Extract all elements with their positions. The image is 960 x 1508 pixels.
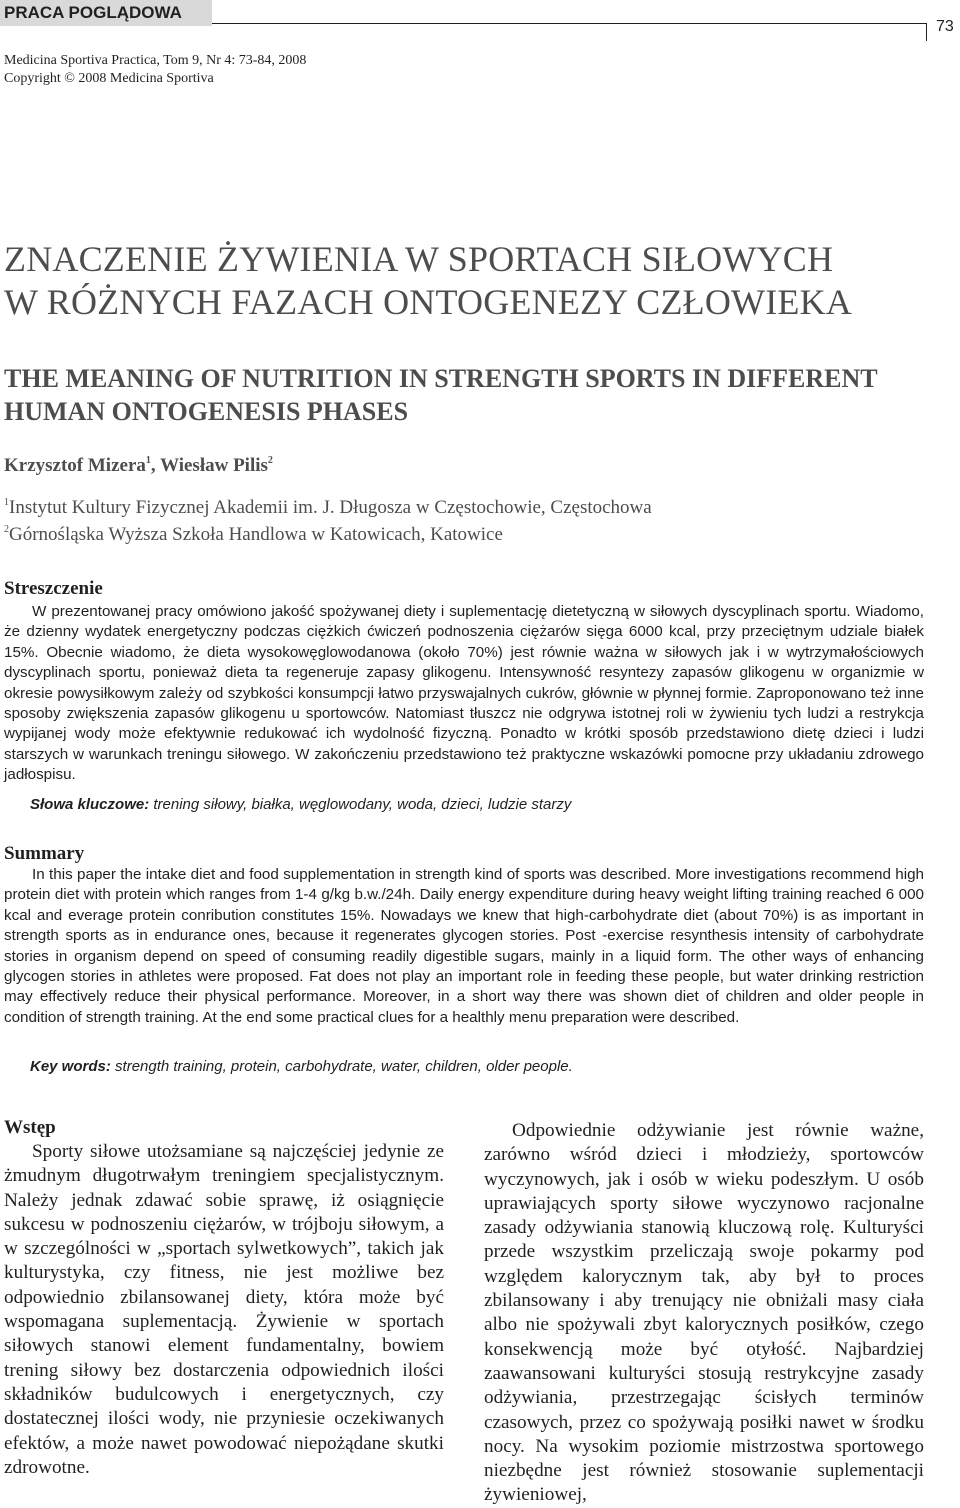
authors bbox=[4, 455, 273, 477]
streszczenie-text: W prezentowanej pracy omówiono jakość spożywanej diety i suplementację dietetyczną w siłowych dyscyplinach sportu. Wiadomo, że dzienny wydatek energetyczny podczas ciężkich ćwiczeń podnoszenia ciężarów sięga 6000 kcal, przy przeciętnym udziale białek 15%. Obecnie wiadomo, że dieta wysokowęglowodanowa (około 70%) jest równie ważna w siłowych jak i w wytrzymałościowych dyscyplinach sportu, ponieważ dieta ta regeneruje zapasy glikogenu. Intensywność resyntezy zapasów glikogenu w organizmie w okresie powysiłkowym zależy od szybkości konsumpcji łatwo przyswajalnych cukrów, głównie w płynnej formie. Zaproponowano też inne sposoby zwiększenia zapasów glikogenu u sportowców. Natomiast tłuszcz nie odgrywa istotnej roli w żywieniu tych ludzi a restrykcja wypijanej wody może efektywnie redukować ich wydolność fizyczną. Ponadto w krótki sposób przedstawiono dietę dzieci i ludzi starszych w warunkach treningu siłowego. W zakończeniu przedstawiono też praktyczne wskazówki pomocne przy układaniu zdrowego jadłospisu. bbox=[4, 603, 924, 784]
streszczenie-heading: Streszczenie bbox=[4, 578, 103, 599]
affiliation-1 bbox=[4, 497, 652, 519]
header-tick bbox=[926, 23, 927, 41]
page-number: 73 bbox=[936, 18, 954, 35]
title-polish-line-1: ZNACZENIE ŻYWIENIA W SPORTACH SIŁOWYCH bbox=[4, 239, 834, 279]
author-name: Krzysztof Mizera bbox=[4, 455, 146, 476]
affiliation-marker: 1 bbox=[145, 455, 151, 466]
body-left-column bbox=[4, 1140, 444, 1480]
wstep-heading: Wstęp bbox=[4, 1117, 56, 1138]
summary-text: In this paper the intake diet and food supplementation in strength kind of sports was described. More investigations recommend high protein diet with protein which ranges from 1-4 g/kg b.w./24h. Daily energy expenditure during heavy weight lifting training reached 6 000 kcal and everage protein conribution constitutes 15%. Nowadays we knew that high-carbohydrate diet (about 70%) is as important in strength sports as in endurance ones, because it regenerates glycogen stories. Post -exercise resynthesis intensity of carbohydrate stories in organism depend on speed of consuming readily digestible sugars, mainly in a liquid form. The other ways of enhancing glycogen stories in athletes were proposed. Fat does not play an important role in feeding these people, but water drinking restriction may effectively reduce their physical performance. Moreover, in a short way there was shown diet of children and older people in condition of strength training. At the end some practical clues for a healthly menu preparation were described. bbox=[4, 866, 924, 1026]
body-paragraph: Sporty siłowe utożsamiane są najczęściej jedynie ze żmudnym długotrwałym treningiem specjalistycznym. Należy jednak zdawać sobie sprawę, iż osiągnięcie sukcesu w podnoszeniu ciężarów, w trójboju siłowym, a w szczególności w „sportach sylwetkowych”, takich jak kulturystyka, czy fitness, nie jest możliwe bez odpowiednio zbilansowanej diety, która może być wspomagana suplementacją. Żywienie w sportach siłowych stanowi element fundamentalny, bowiem trening siłowy bez dostarczenia odpowiednich ilości składników budulcowych i energetycznych, czy dostatecznej ilości wody, nie przyniesie oczekiwanych efektów, a może nawet powodować niepożądane skutki zdrowotne. bbox=[4, 1141, 444, 1478]
affiliation-text: Instytut Kultury Fizycznej Akademii im. J. Długosza w Częstochowie, Częstochowa bbox=[9, 497, 652, 518]
english-keywords bbox=[30, 1058, 573, 1075]
keywords-label: Słowa kluczowe: bbox=[30, 796, 150, 813]
title-english-line-1: THE MEANING OF NUTRITION IN STRENGTH SPORTS IN DIFFERENT bbox=[4, 364, 878, 393]
body-right-column bbox=[484, 1119, 924, 1508]
title-english-line-2: HUMAN ONTOGENESIS PHASES bbox=[4, 397, 409, 426]
affiliation-marker: 2 bbox=[267, 455, 273, 466]
summary-heading: Summary bbox=[4, 843, 85, 864]
affiliation-2 bbox=[4, 524, 503, 546]
affiliation-text: Górnośląska Wyższa Szkoła Handlowa w Katowicach, Katowice bbox=[9, 524, 503, 545]
body-paragraph: Odpowiednie odżywianie jest równie ważne, zarówno wśród dzieci i młodzieży, sportowców wyczynowych, jak i osób w wieku podeszłym. U osób uprawiających sporty siłowe wyczynowo racjonalne zasady odżywiania stanowią kluczową rolę. Kulturyści przede wszystkim przeliczają swoje pokarmy pod względem kalorycznym tak, aby był to proces zbilansowany i aby trenujący nie obniżali masy ciała albo nie spożywali zbyt kalorycznych posiłków, czego konsekwencją może być otyłość. Najbardziej zaawansowani kulturyści stosują restrykcyjne zasady odżywiania, przestrzegając ścisłych terminów czasowych, przez co spożywają posiłki nawet w środku nocy. Na wysokim poziomie mistrzostwa sportowego niezbędne jest również stosowanie suplementacji żywieniowej, bbox=[484, 1120, 924, 1506]
copyright-line: Copyright © 2008 Medicina Sportiva bbox=[4, 71, 214, 86]
keywords-list: strength training, protein, carbohydrate, water, children, older people. bbox=[110, 1058, 573, 1075]
author-separator: , bbox=[150, 455, 161, 476]
title-polish-line-2: W RÓŻNYCH FAZACH ONTOGENEZY CZŁOWIEKA bbox=[4, 282, 852, 322]
section-label: PRACA POGLĄDOWA bbox=[0, 0, 212, 26]
affiliation-marker: 2 bbox=[4, 524, 9, 535]
author-name: Wiesław Pilis bbox=[160, 455, 268, 476]
header-rule bbox=[212, 23, 926, 24]
polish-keywords bbox=[30, 796, 571, 813]
keywords-list: trening siłowy, białka, węglowodany, woda, dzieci, ludzie starzy bbox=[149, 796, 572, 813]
journal-citation: Medicina Sportiva Practica, Tom 9, Nr 4: 73-84, 2008 bbox=[4, 53, 307, 68]
keywords-label: Key words: bbox=[30, 1058, 111, 1075]
affiliation-marker: 1 bbox=[4, 497, 9, 508]
